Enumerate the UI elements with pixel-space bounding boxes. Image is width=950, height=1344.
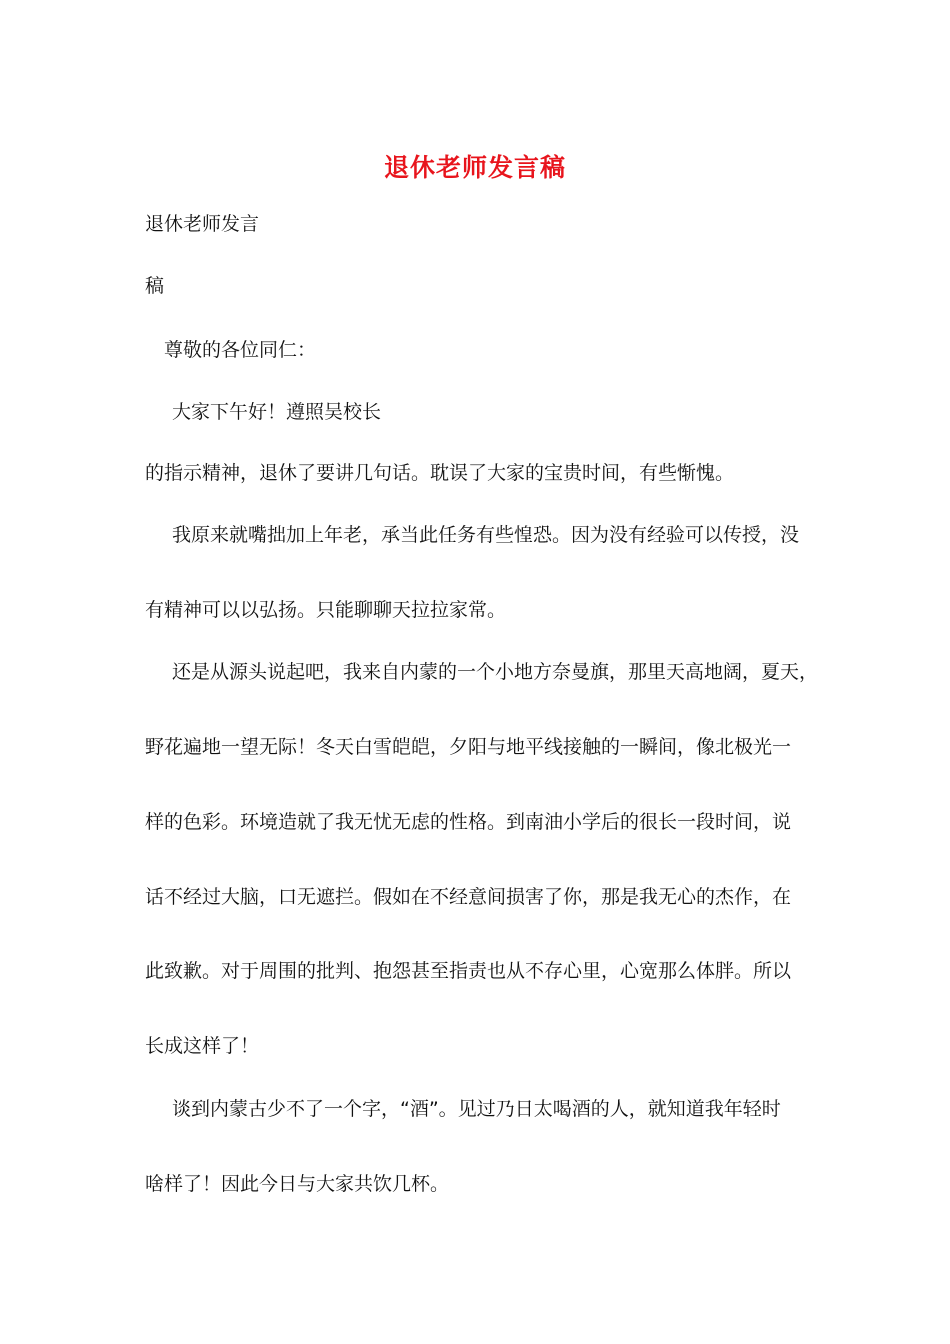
body-line: 谈到内蒙古少不了一个字，“酒”。见过乃日太喝酒的人，就知道我年轻时	[172, 1098, 781, 1120]
body-line: 退休老师发言	[145, 213, 260, 235]
body-line: 我原来就嘴拙加上年老，承当此任务有些惶恐。因为没有经验可以传授，没	[172, 524, 800, 546]
body-line: 大家下午好！遵照吴校长	[172, 401, 382, 423]
body-line: 此致歉。对于周围的批判、抱怨甚至指责也从不存心里，心宽那么体胖。所以	[145, 960, 792, 982]
body-line: 野花遍地一望无际！冬天白雪皑皑，夕阳与地平线接触的一瞬间，像北极光一	[145, 736, 792, 758]
body-line: 有精神可以以弘扬。只能聊聊天拉拉家常。	[145, 599, 507, 621]
salutation-line: 尊敬的各位同仁：	[164, 339, 317, 361]
body-line: 稿	[145, 275, 165, 297]
body-line: 还是从源头说起吧，我来自内蒙的一个小地方奈曼旗，那里天高地阔，夏天，	[172, 661, 819, 683]
body-line: 啥样了！因此今日与大家共饮几杯。	[145, 1173, 450, 1195]
body-line: 的指示精神，退休了要讲几句话。耽误了大家的宝贵时间，有些惭愧。	[145, 462, 735, 484]
body-line: 话不经过大脑，口无遮拦。假如在不经意间损害了你，那是我无心的杰作，在	[145, 886, 792, 908]
document-title: 退休老师发言稿	[383, 153, 566, 182]
body-line: 样的色彩。环境造就了我无忧无虑的性格。到南油小学后的很长一段时间，说	[145, 811, 792, 833]
body-line: 长成这样了！	[145, 1035, 260, 1057]
